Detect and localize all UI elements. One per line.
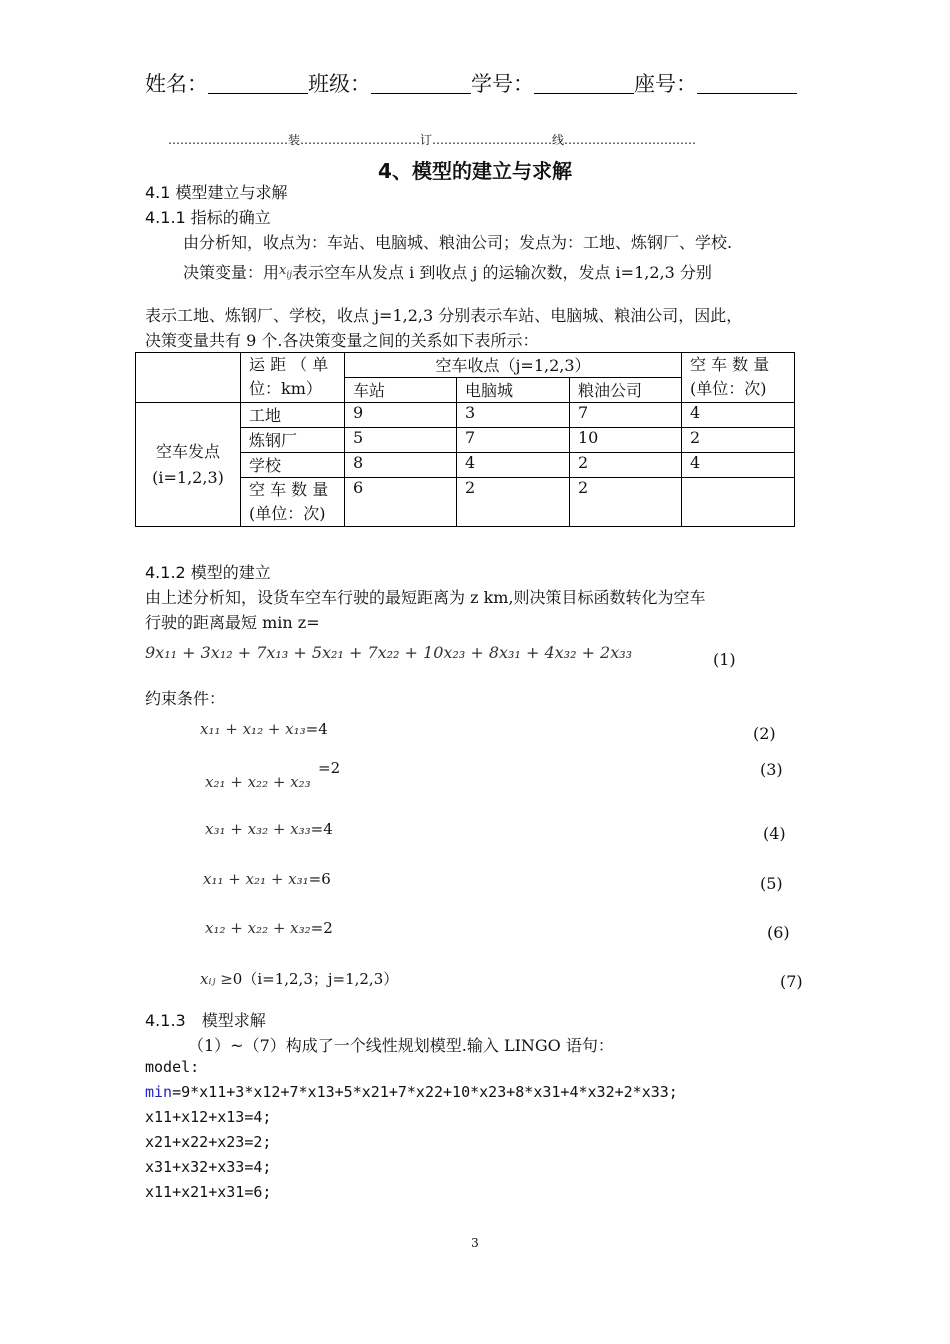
student-id-label: 学号： [471,72,534,96]
table-cell: 2 [570,478,682,527]
code-line-6: x11+x21+x31=6; [145,1183,272,1201]
paragraph-decision-variable [183,260,712,283]
table-cell: 4 [682,453,795,478]
constraint-lhs: x₁₁ + x₁₂ + x₁₃ [200,720,306,738]
row-label: 工地 [241,403,345,428]
qty-row-label: 空 车 数 量 (单位：次) [241,478,345,527]
binding-seg-2: …………………………订 [300,133,433,147]
section-title: 4、模型的建立与求解 [378,159,572,183]
code-line-3: x11+x12+x13=4; [145,1108,272,1126]
binding-seg-4: …………………………… [564,133,697,147]
col-grain-oil: 粮油公司 [570,378,682,403]
seat-blank [697,75,797,94]
empty-cell [682,478,795,527]
distance-table [135,352,795,527]
xij-symbol: xij [279,263,293,281]
class-blank [371,75,471,94]
seat-label: 座号： [634,72,697,96]
heading-4-1: 4.1 模型建立与求解 [145,183,288,202]
table-cell: 5 [345,428,457,453]
row-label: 学校 [241,453,345,478]
constraint-4 [205,820,333,838]
paragraph-points: 由分析知，收点为：车站、电脑城、粮油公司；发点为：工地、炼钢厂、学校. [183,233,733,252]
code-line-5: x31+x32+x33=4; [145,1158,272,1176]
constraint-rhs: =2 [310,919,333,937]
class-label: 班级： [308,72,371,96]
constraint-3-rhs: =2 [318,759,341,777]
constraint-rhs: =4 [310,820,333,838]
heading-4-1-2: 4.1.2 模型的建立 [145,563,271,582]
constraint-2 [200,720,328,738]
code-line-2 [145,1083,678,1101]
col-station: 车站 [345,378,457,403]
constraint-rhs: 0（i=1,2,3；j=1,2,3） [232,970,399,988]
student-id-blank [534,75,634,94]
constraint-rhs: =6 [308,870,331,888]
name-label: 姓名： [145,72,208,96]
equation-number: (5) [760,874,783,893]
row-label: 炼钢厂 [241,428,345,453]
dv-prefix: 决策变量：用 [183,263,280,282]
dv-suffix: 表示空车从发点 i 到收点 j 的运输次数，发点 i=1,2,3 分别 [292,263,712,282]
constraint-lhs: x₁₁ + x₂₁ + x₃₁ [203,870,309,888]
equation-number: (4) [763,824,786,843]
paragraph-meaning: 表示工地、炼钢厂、学校，收点 j=1,2,3 分别表示车站、电脑城、粮油公司，因此， [145,306,743,325]
page-number: 3 [471,1236,479,1250]
constraint-rhs: =4 [305,720,328,738]
equation-number: (7) [780,972,803,991]
constraint-lhs: x₁₂ + x₂₂ + x₃₂ [205,919,311,937]
table-cell: 8 [345,453,457,478]
paragraph-objective-2: 行驶的距离最短 min z= [145,613,320,632]
equation-number: (2) [753,724,776,743]
name-blank [208,75,308,94]
receive-header: 空车收点（j=1,2,3） [345,353,682,378]
qty-header: 空 车 数 量 (单位：次) [682,353,795,403]
table-cell: 4 [457,453,570,478]
paragraph-objective-1: 由上述分析知，设货车空车行驶的最短距离为 z km,则决策目标函数转化为空车 [145,588,706,607]
constraint-3-lhs [205,773,311,791]
constraint-5 [203,870,331,888]
equation-number: (6) [767,923,790,942]
table-cell: 6 [345,478,457,527]
table-cell: 2 [457,478,570,527]
constraint-lhs: x₃₁ + x₃₂ + x₃₃ [205,820,311,838]
code-objective: =9*x11+3*x12+7*x13+5*x21+7*x22+10*x23+8*x31+4*x32+2*x33; [172,1083,678,1101]
table-cell: 7 [570,403,682,428]
paragraph-lingo-intro: （1）~（7）构成了一个线性规划模型.输入 LINGO 语句： [188,1036,614,1055]
constraint-6 [205,919,333,937]
binding-seg-3: …………………………线 [432,133,565,147]
binding-seg-1: …………………………装 [168,133,301,147]
exam-info-line [145,68,797,98]
send-header: 空车发点 (i=1,2,3) [136,403,241,527]
table-cell: 10 [570,428,682,453]
code-keyword-min: min [145,1083,173,1101]
binding-line [168,131,696,148]
distance-header: 运 距 （ 单 位：km） [241,353,345,403]
table-cell: 9 [345,403,457,428]
table-cell: 4 [682,403,795,428]
constraint-lhs: xᵢⱼ ≥ [200,970,233,988]
constraint-lhs: x₂₁ + x₂₂ + x₂₃ [205,773,311,791]
table-cell: 3 [457,403,570,428]
objective-function: 9x₁₁ + 3x₁₂ + 7x₁₃ + 5x₂₁ + 7x₂₂ + 10x₂₃ + 8x₃₁ + 4x₃₂ + 2x₃₃ [145,643,633,662]
code-line-4: x21+x22+x23=2; [145,1133,272,1151]
table-cell: 2 [570,453,682,478]
code-line-1: model: [145,1058,200,1076]
col-computer-city: 电脑城 [457,378,570,403]
constraint-7 [200,968,398,989]
equation-number: (1) [713,650,736,669]
table-cell: 7 [457,428,570,453]
corner-cell [136,353,241,403]
paragraph-table-intro: 决策变量共有 9 个.各决策变量之间的关系如下表所示： [145,331,539,350]
table-cell: 2 [682,428,795,453]
constraints-label: 约束条件： [145,689,226,708]
equation-number: (3) [760,760,783,779]
heading-4-1-3: 4.1.3 模型求解 [145,1011,266,1030]
heading-4-1-1: 4.1.1 指标的确立 [145,208,271,227]
